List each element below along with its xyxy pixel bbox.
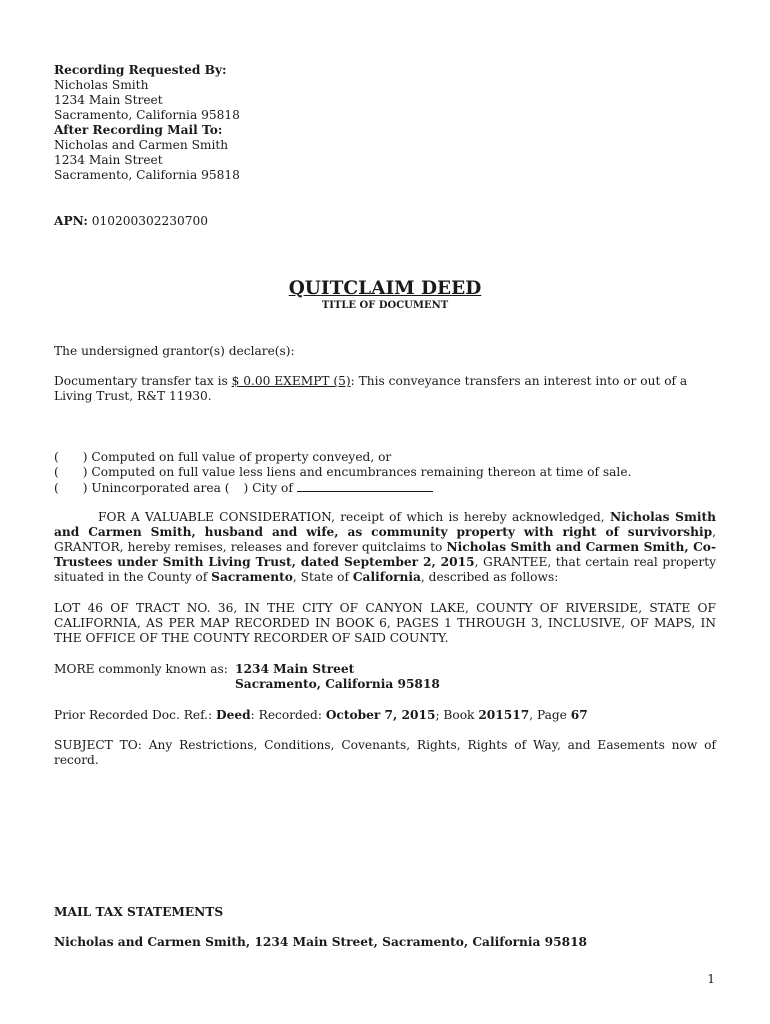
requested-by-name: Nicholas Smith	[54, 78, 149, 92]
document-subtitle: TITLE OF DOCUMENT	[321, 300, 449, 311]
option-text: Computed on full value less liens and encumbrances remaining thereon at time of sale.	[91, 465, 632, 479]
requested-by-label: Recording Requested By:	[54, 63, 227, 77]
consideration-text: FOR A VALUABLE CONSIDERATION, receipt of which is hereby acknowledged,	[98, 510, 610, 524]
prior-ref-date: October 7, 2015	[325, 708, 436, 722]
option-row	[54, 480, 433, 496]
declare-line: The undersigned grantor(s) declare(s):	[54, 344, 295, 358]
mail-to-city: Sacramento, California 95818	[54, 168, 240, 182]
option-text: Computed on full value of property conveyed, or	[91, 450, 392, 464]
transfer-tax-suffix: : This conveyance transfers an interest into or out of a Living Trust, R&T 11930.	[54, 374, 688, 403]
option-text-city: ) City of	[243, 481, 293, 495]
consideration-text: , GRANTOR, hereby remises, releases and forever quitclaims to	[54, 525, 716, 554]
apn-label: APN:	[54, 214, 88, 228]
page-number: 1	[707, 972, 715, 986]
prior-ref-book: 201517	[478, 708, 530, 722]
option-open-paren: (	[54, 465, 59, 479]
grantee-names: Nicholas Smith and Carmen Smith, Co-Trustees under Smith Living Trust, dated September 2, 2015	[54, 540, 716, 569]
requested-by-city: Sacramento, California 95818	[54, 108, 240, 122]
prior-ref-deed: Deed	[216, 708, 251, 722]
known-as-city: Sacramento, California 95818	[235, 677, 440, 691]
transfer-tax-prefix: Documentary transfer tax is	[54, 374, 232, 388]
legal-description: LOT 46 OF TRACT NO. 36, IN THE CITY OF CANYON LAKE, COUNTY OF RIVERSIDE, STATE OF CALIFORNIA, AS PER MAP RECORDED IN BOOK 6, PAGES 1 THROUGH 3, INCLUSIVE, OF MAPS, IN THE OFFICE OF THE COUNTY RECORDER OF SAID COUNTY.	[54, 601, 716, 645]
transfer-tax-paragraph	[54, 374, 716, 404]
requested-by-street: 1234 Main Street	[54, 93, 163, 107]
option-close-paren: )	[82, 481, 88, 495]
mail-to-name: Nicholas and Carmen Smith	[54, 138, 229, 152]
prior-ref-text: : Recorded:	[250, 708, 326, 722]
option-text: Unincorporated area (	[91, 481, 230, 495]
transfer-tax-amount: $ 0.00 EXEMPT (5)	[231, 374, 351, 388]
mail-tax-label: MAIL TAX STATEMENTS	[54, 905, 224, 919]
option-row	[54, 450, 391, 465]
county-name: Sacramento	[211, 570, 293, 584]
apn-value: 010200302230700	[91, 214, 209, 228]
mail-to-label: After Recording Mail To:	[54, 123, 223, 137]
prior-ref-page: 67	[570, 708, 588, 722]
city-blank-line	[297, 480, 433, 492]
grantor-names: Nicholas Smith and Carmen Smith, husband and wife, as community property with right of survivorship	[54, 510, 716, 539]
mail-tax-address: Nicholas and Carmen Smith, 1234 Main Street, Sacramento, California 95818	[54, 935, 588, 949]
option-close-paren: )	[82, 465, 88, 479]
option-open-paren: (	[54, 450, 59, 464]
consideration-paragraph	[54, 510, 716, 585]
prior-ref-text: ; Book	[435, 708, 479, 722]
prior-ref-text: Prior Recorded Doc. Ref.:	[54, 708, 217, 722]
prior-recorded-ref	[54, 708, 588, 723]
consideration-text: , described as follows:	[420, 570, 559, 584]
subject-to-paragraph: SUBJECT TO: Any Restrictions, Conditions, Covenants, Rights, Rights of Way, and Easements now of record.	[54, 738, 716, 767]
known-as-street: 1234 Main Street	[235, 662, 355, 676]
document-title: QUITCLAIM DEED	[288, 278, 482, 299]
state-name: California	[352, 570, 421, 584]
mail-to-street: 1234 Main Street	[54, 153, 163, 167]
option-row	[54, 465, 631, 480]
prior-ref-text: , Page	[529, 708, 571, 722]
option-close-paren: )	[82, 450, 88, 464]
consideration-text: , GRANTEE, that certain real property situated in the County of	[54, 555, 716, 584]
apn-line	[54, 214, 208, 229]
consideration-text: , State of	[292, 570, 353, 584]
option-open-paren: (	[54, 481, 59, 495]
known-as-label: MORE commonly known as:	[54, 662, 228, 676]
recording-block	[54, 63, 240, 183]
